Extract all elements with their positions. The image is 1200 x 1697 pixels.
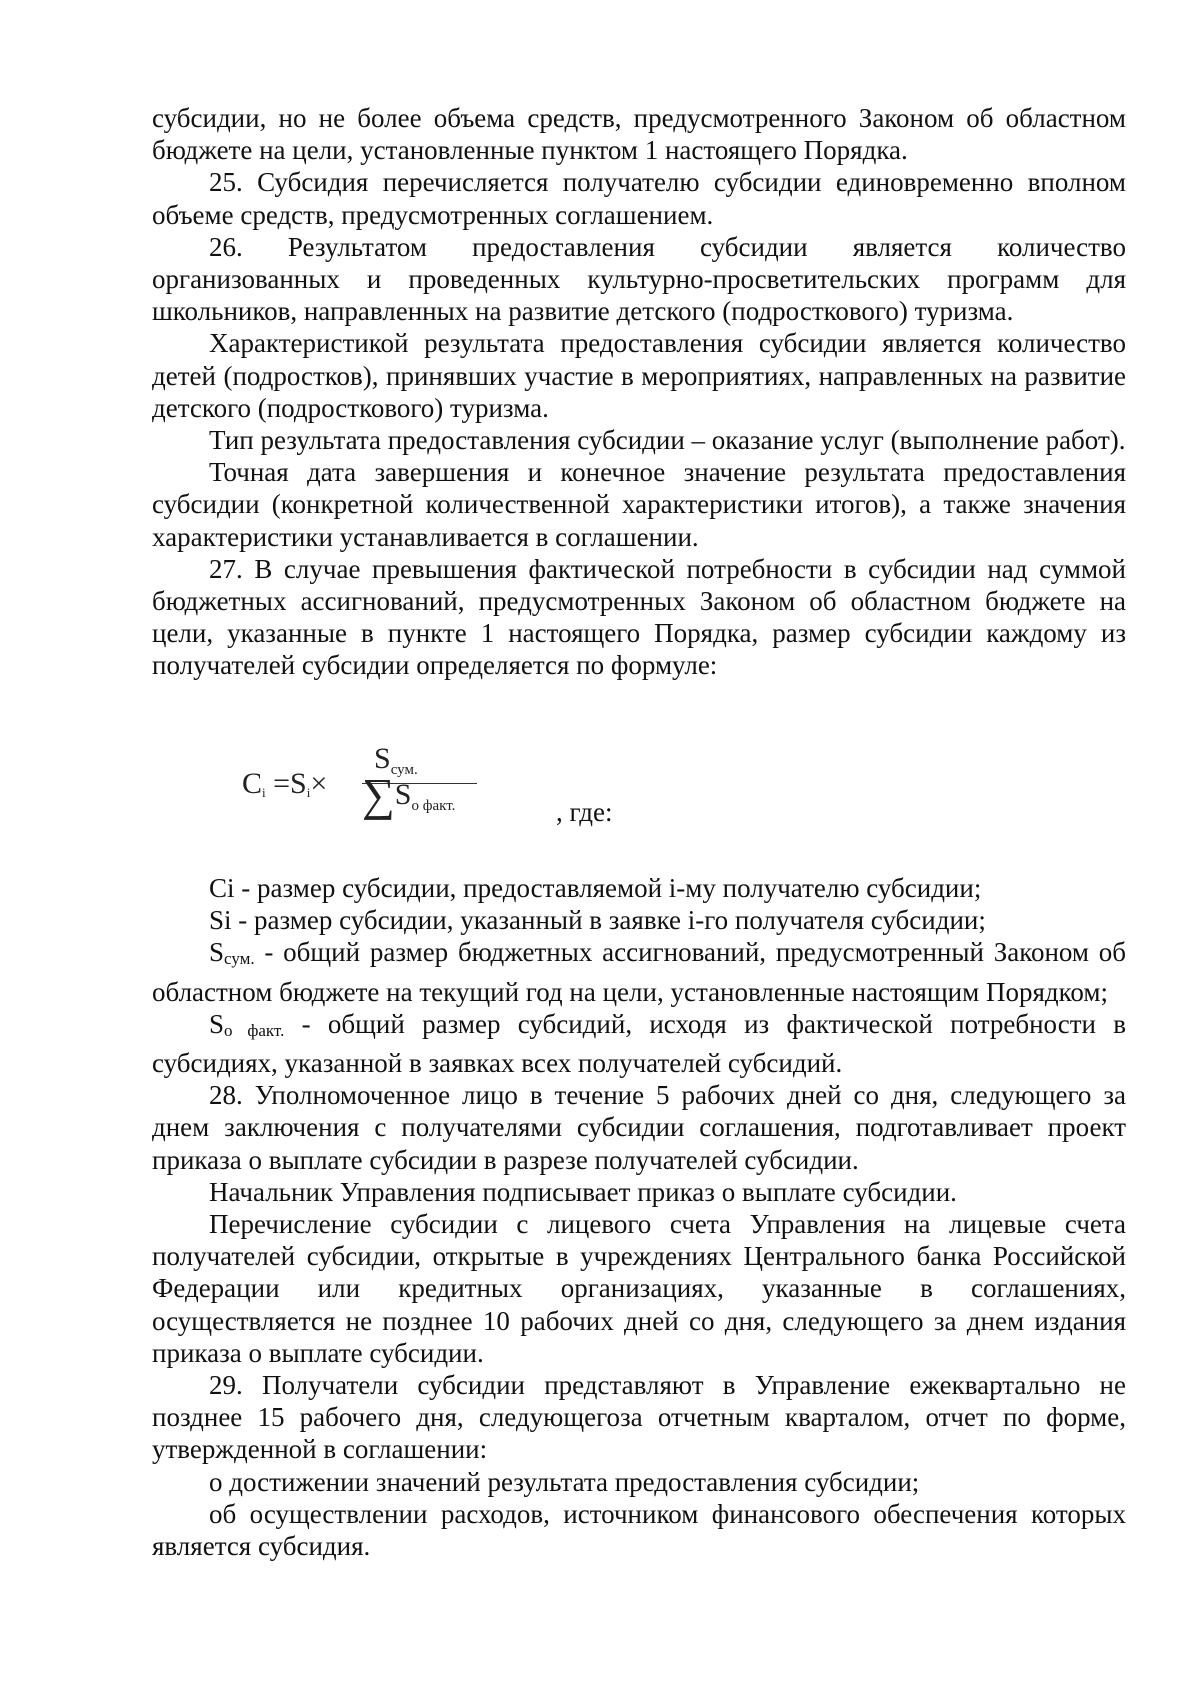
definition-sfact: $S_{о факт.}$ - общий размер субсидий, исходя из фактической потребности в субсидиях, указанной в заявках всех получателей субсидий. xyxy=(152,1008,1127,1079)
sigma-symbol: ∑ xyxy=(362,769,395,820)
subsidy-formula xyxy=(242,743,682,853)
definition-ssum: $S_{сум.}$ - общий размер бюджетных ассигнований, предусмотренный Законом об областном бюджете на текущий год на цели, установленные настоящим Порядком; xyxy=(152,937,1126,1007)
formula-lhs: $C_i =S_i\times$ xyxy=(242,767,328,800)
body-text-top xyxy=(152,102,1126,682)
body-text-bottom xyxy=(152,872,1126,1562)
paragraph-27: 27. В случае превышения фактической потребности в субсидии над суммой бюджетных ассигнований, предусмотренных Законом об областном бюджете на цели, указанные в пункте 1 настоящего Порядка, размер субсидии каждому из получателей субсидии определяется по формуле: xyxy=(152,553,1126,681)
paragraph-report-results: о достижении значений результата предоставления субсидии; xyxy=(209,1466,920,1497)
paragraph-26: 26. Результатом предоставления субсидии является количество организованных и проведенных культурно-просветительских программ для школьников, направленных на развитие детского (подросткового) туризма. xyxy=(152,231,1126,327)
formula-numerator: $S_{сум.}$ xyxy=(374,742,418,778)
paragraph-28: 28. Уполномоченное лицо в течение 5 рабочих дней со дня, следующего за днем заключения с получателями субсидии соглашения, подготавливает проект приказа о выплате субсидии в разрезе получателей субсидии. xyxy=(152,1080,1126,1175)
paragraph-25: 25. Субсидия перечисляется получателю субсидии единовременно вполном объеме средств, предусмотренных соглашением. xyxy=(152,167,1126,230)
paragraph-report-expenses: об осуществлении расходов, источником финансового обеспечения которых является субсидия. xyxy=(152,1498,1126,1562)
paragraph: субсидии, но не более объема средств, предусмотренного Законом об областном бюджете на цели, установленные пунктом 1 настоящего Порядка. xyxy=(152,103,1126,166)
definition-si: Si - размер субсидии, указанный в заявке i-го получателя субсидии; xyxy=(209,905,986,936)
formula-denominator: $\sum S_{о факт.}$ xyxy=(362,769,456,820)
paragraph-head-signs: Начальник Управления подписывает приказ о выплате субсидии. xyxy=(209,1176,957,1207)
paragraph-29: 29. Получатели субсидии представляют в Управление ежеквартально не позднее 15 рабочего дня, следующегоза отчетным кварталом, отчет по форме, утвержденной в соглашении: xyxy=(152,1370,1126,1465)
paragraph-characteristic: Характеристикой результата предоставления субсидии является количество детей (подростков), принявших участие в мероприятиях, направленных на развитие детского (подросткового) туризма. xyxy=(152,328,1126,423)
paragraph-transfer: Перечисление субсидии с лицевого счета Управления на лицевые счета получателей субсидии, открытые в учреждениях Центрального банка Российской Федерации или кредитных организациях, указанные в соглашениях, осуществляется не позднее 10 рабочих дней со дня, следующего за днем издания приказа о выплате субсидии. xyxy=(152,1209,1126,1368)
paragraph-completion-date: Точная дата завершения и конечное значение результата предоставления субсидии (конкретной количественной характеристики итогов), а также значения характеристики устанавливается в соглашении. xyxy=(152,457,1126,552)
paragraph-result-type: Тип результата предоставления субсидии – оказание услуг (выполнение работ). xyxy=(209,425,1126,456)
formula-where: , где: xyxy=(556,797,613,827)
definition-ci: Ci - размер субсидии, предоставляемой i-му получателю субсидии; xyxy=(209,873,982,903)
